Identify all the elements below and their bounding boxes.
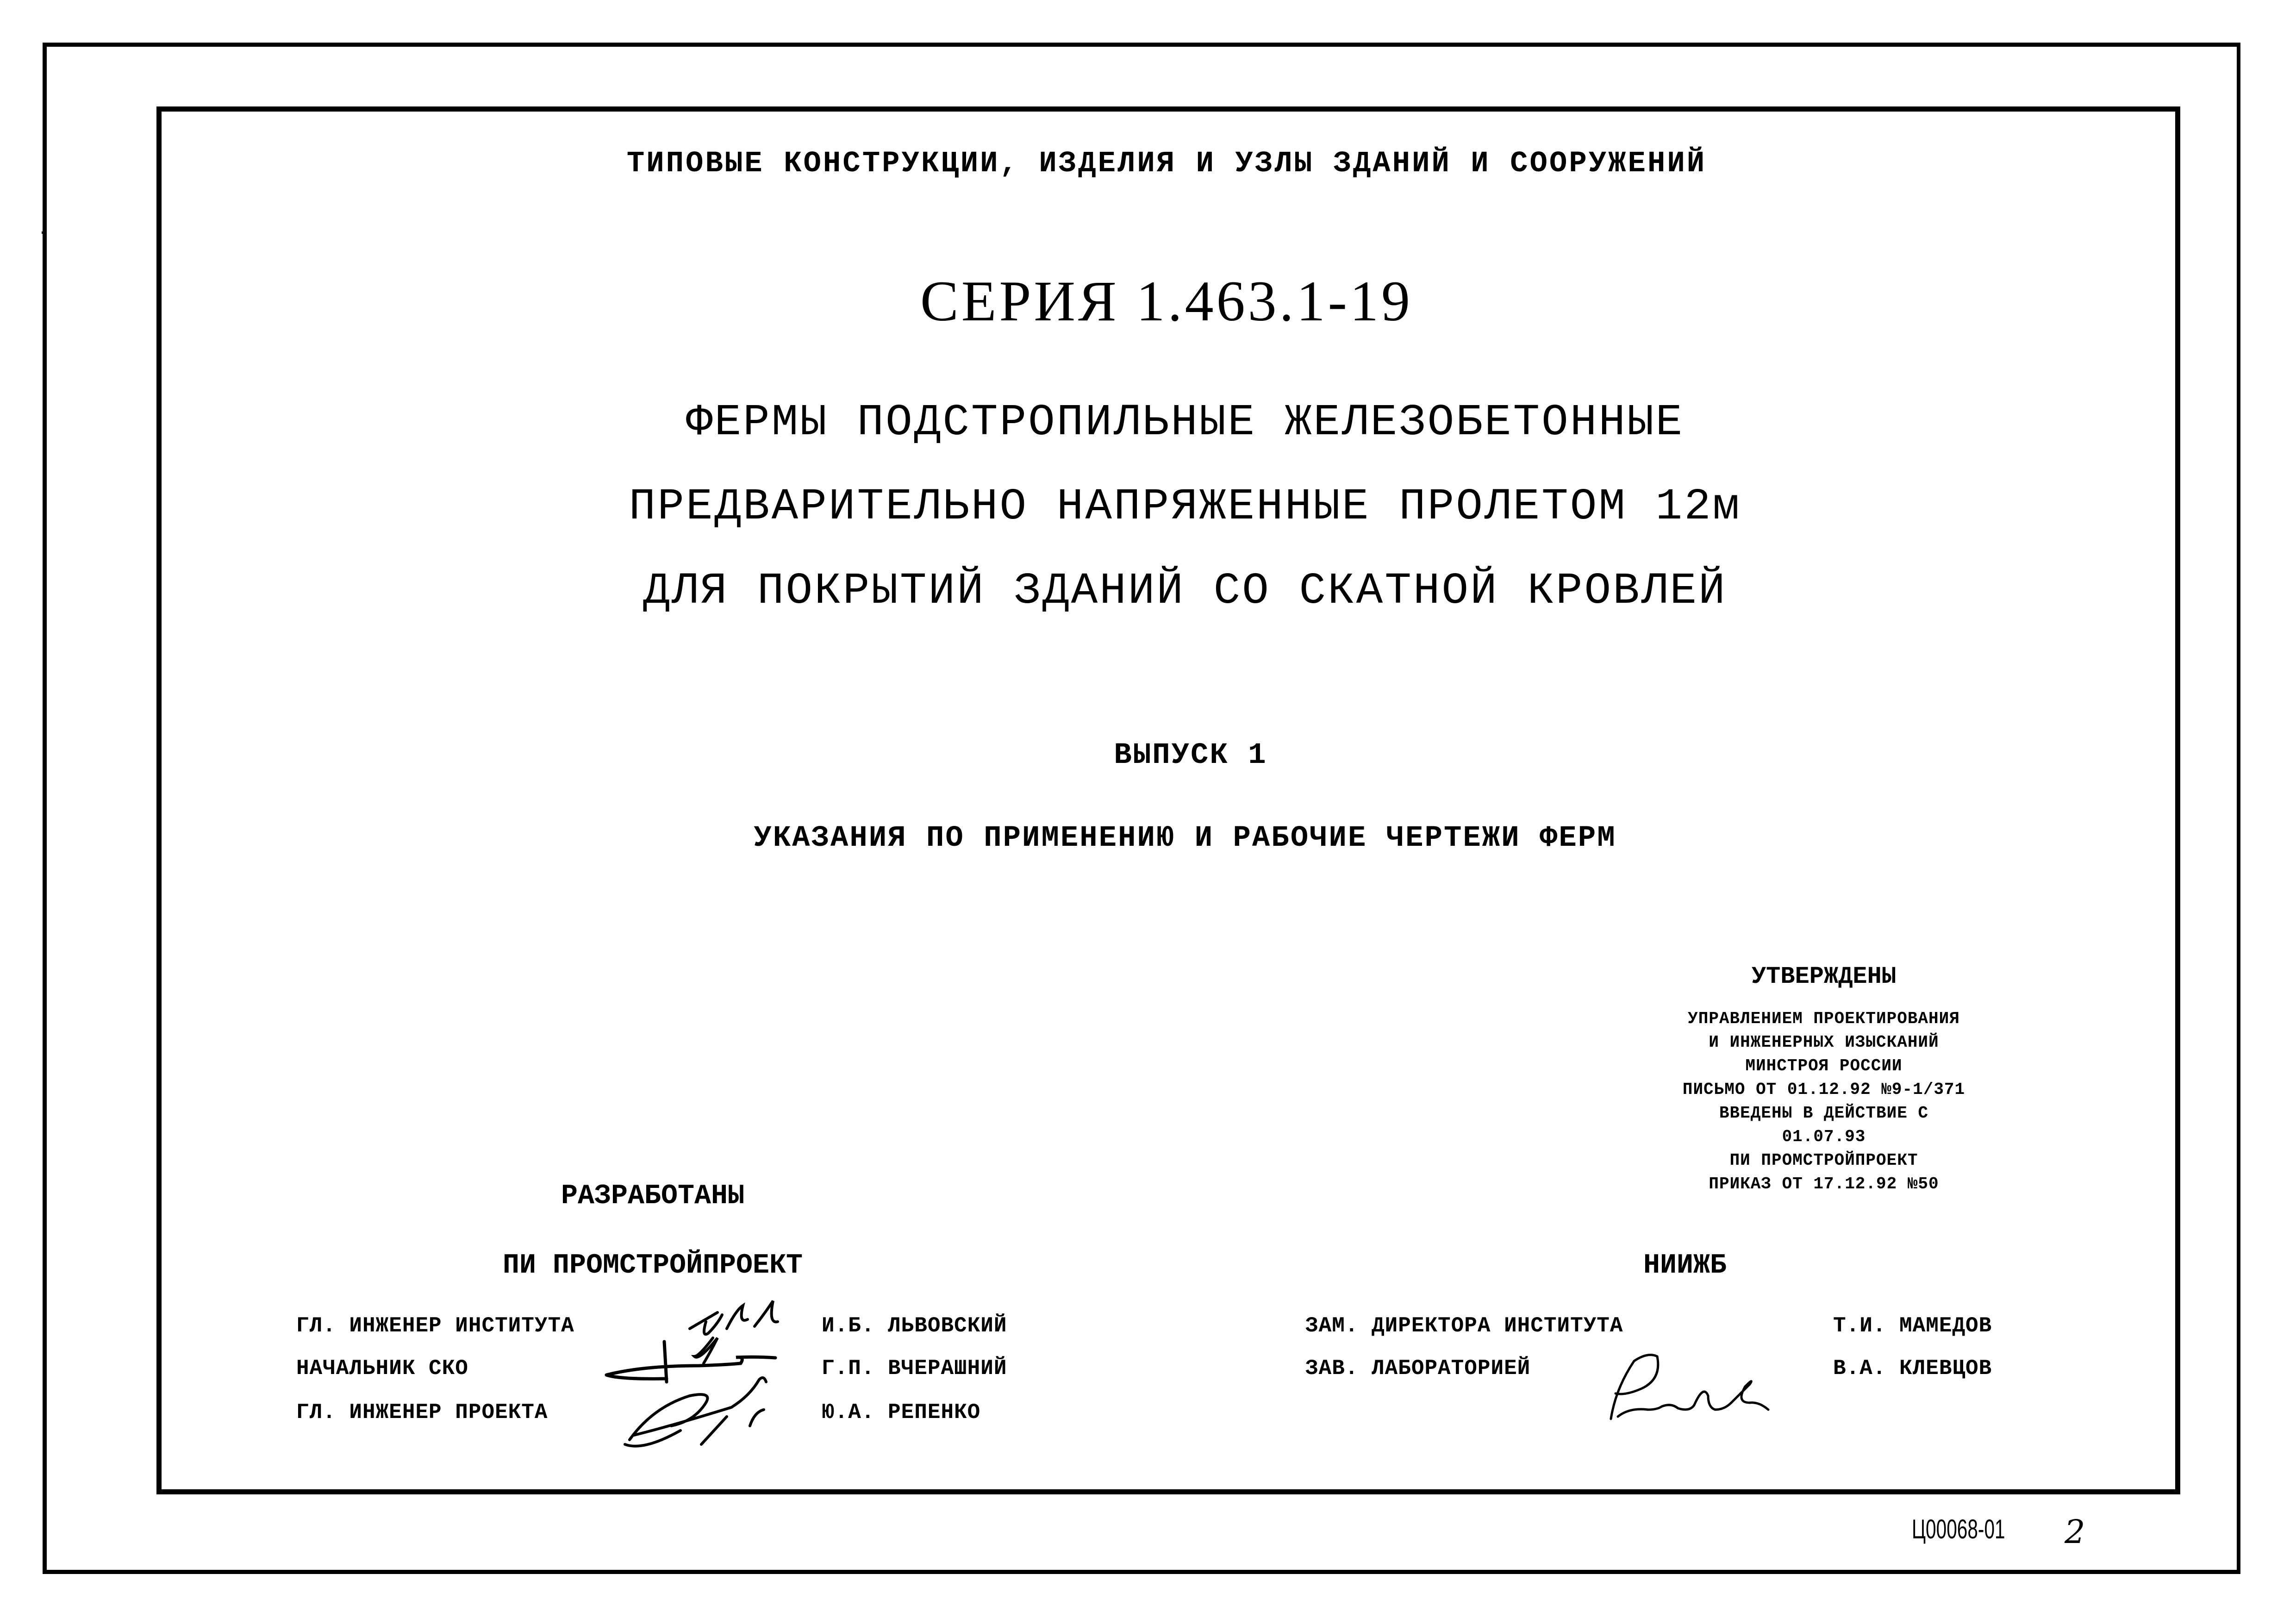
developer-org-right: НИИЖБ bbox=[1643, 1250, 1727, 1281]
series-number: СЕРИЯ 1.463.1-19 bbox=[920, 269, 1413, 333]
title-line-3: ДЛЯ ПОКРЫТИЙ ЗДАНИЙ СО СКАТНОЙ КРОВЛЕЙ bbox=[643, 566, 1727, 616]
developers-heading: РАЗРАБОТАНЫ bbox=[561, 1181, 745, 1212]
approval-block bbox=[1680, 963, 1967, 1196]
signatory-name: В.А. КЛЕВЦОВ bbox=[1833, 1356, 1992, 1380]
issue-subtitle: УКАЗАНИЯ ПО ПРИМЕНЕНИЮ И РАБОЧИЕ ЧЕРТЕЖИ ФЕРМ bbox=[754, 822, 1616, 855]
page-number: 2 bbox=[2065, 1513, 2085, 1551]
approval-heading: УТВЕРЖДЕНЫ bbox=[1751, 963, 1897, 990]
signatory-role: ЗАМ. ДИРЕКТОРА ИНСТИТУТА bbox=[1305, 1314, 1623, 1338]
developer-org-left: ПИ ПРОМСТРОЙПРОЕКТ bbox=[502, 1250, 803, 1281]
signatory-name: И.Б. ЛЬВОВСКИЙ bbox=[822, 1314, 1007, 1338]
title-line-2: ПРЕДВАРИТЕЛЬНО НАПРЯЖЕННЫЕ ПРОЛЕТОМ 12м bbox=[629, 481, 1741, 532]
signatory-name: Т.И. МАМЕДОВ bbox=[1833, 1314, 1992, 1338]
title-line-1: ФЕРМЫ ПОДСТРОПИЛЬНЫЕ ЖЕЛЕЗОБЕТОННЫЕ bbox=[686, 397, 1685, 448]
signatory-role: ЗАВ. ЛАБОРАТОРИЕЙ bbox=[1305, 1356, 1531, 1380]
signatory-role: НАЧАЛЬНИК СКО bbox=[296, 1356, 468, 1380]
issue-number: ВЫПУСК 1 bbox=[1114, 739, 1267, 772]
approval-line: УПРАВЛЕНИЕМ ПРОЕКТИРОВАНИЯ bbox=[1688, 1009, 1960, 1028]
document-code: Ц00068-01 bbox=[1912, 1514, 2005, 1544]
approval-line: ПИСЬМО ОТ 01.12.92 №9-1/371 bbox=[1682, 1080, 1965, 1099]
signatory-role: ГЛ. ИНЖЕНЕР ПРОЕКТА bbox=[296, 1400, 548, 1424]
signature-lvovsky-icon bbox=[579, 1287, 810, 1463]
approval-line: ПИ ПРОМСТРОЙПРОЕКТ bbox=[1729, 1151, 1918, 1170]
signatory-role: ГЛ. ИНЖЕНЕР ИНСТИТУТА bbox=[296, 1314, 574, 1338]
approval-line: МИНСТРОЯ РОССИИ bbox=[1745, 1056, 1903, 1075]
series-category-header: ТИПОВЫЕ КОНСТРУКЦИИ, ИЗДЕЛИЯ И УЗЛЫ ЗДАНИЙ И СООРУЖЕНИЙ bbox=[626, 147, 1707, 181]
signatory-name: Ю.А. РЕПЕНКО bbox=[822, 1400, 981, 1424]
approval-line: ВВЕДЕНЫ В ДЕЙСТВИЕ С 01.07.93 bbox=[1719, 1104, 1929, 1146]
signatory-name: Г.П. ВЧЕРАШНИЙ bbox=[822, 1356, 1007, 1380]
frame-tick-mark bbox=[42, 231, 46, 234]
signature-klevtsov-icon bbox=[1597, 1352, 1838, 1430]
approval-line: И ИНЖЕНЕРНЫХ ИЗЫСКАНИЙ bbox=[1709, 1033, 1939, 1052]
approval-line: ПРИКАЗ ОТ 17.12.92 №50 bbox=[1709, 1174, 1939, 1193]
